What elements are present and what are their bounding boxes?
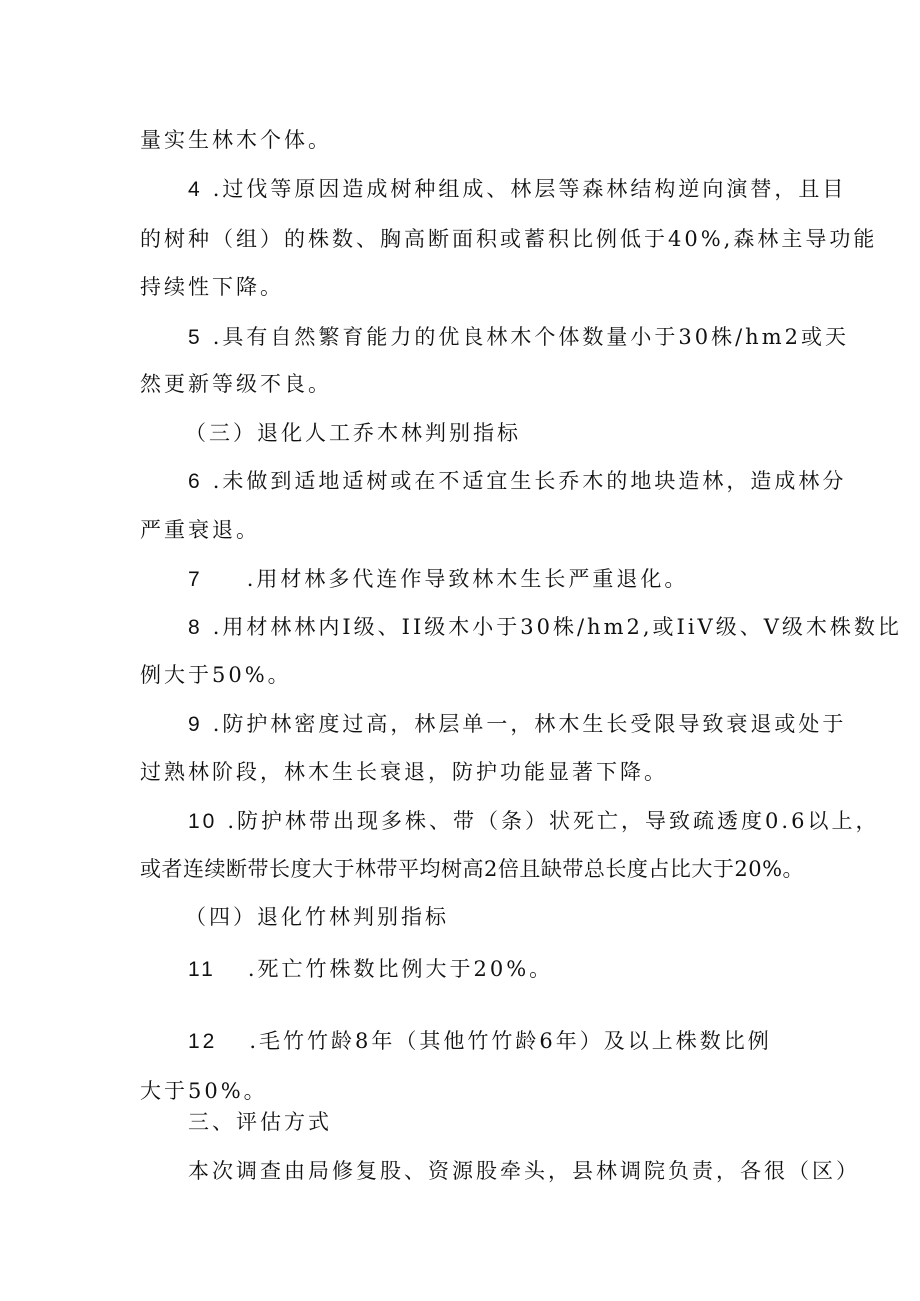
list-item-9: 9 .防护林密度过高，林层单一，林木生长受限导致衰退或处于 xyxy=(188,712,847,736)
text-line: 防护林带出现多株、带（条）状死亡，导致疏透度0.6以上， xyxy=(237,809,880,833)
list-item-11: 11 .死亡竹株数比例大于20%。 xyxy=(188,957,554,981)
item-number: 7 xyxy=(188,568,203,591)
item-number: 5 xyxy=(188,326,203,349)
text-line: 用材林多代连作导致林木生长严重退化。 xyxy=(256,567,689,591)
list-item-8: 8 .用材林林内I级、II级木小于30株/hm2,或IiV级、V级木株数比 xyxy=(188,615,902,639)
list-item-4: 4 .过伐等原因造成树种组成、林层等森林结构逆向演替，且目 xyxy=(188,177,847,201)
text-line: 然更新等级不良。 xyxy=(140,372,332,396)
text-line: 防护林密度过高，林层单一，林木生长受限导致衰退或处于 xyxy=(222,712,847,736)
text-line: 过伐等原因造成树种组成、林层等森林结构逆向演替，且目 xyxy=(222,177,847,201)
item-number: 12 xyxy=(188,1030,218,1053)
text-line: 过熟林阶段，林木生长衰退，防护功能显著下降。 xyxy=(140,760,668,784)
item-number: 6 xyxy=(188,470,203,493)
list-item-7: 7 .用材林多代连作导致林木生长严重退化。 xyxy=(188,567,689,591)
text-line: 持续性下降。 xyxy=(140,275,284,299)
item-number: 8 xyxy=(188,616,203,639)
text-line: 大于50%。 xyxy=(140,1079,268,1103)
list-item-5: 5 .具有自然繁育能力的优良林木个体数量小于30株/hm2或天 xyxy=(188,325,849,349)
text-line: 本次调查由局修复股、资源股牵头，县林调院负责，各很（区） xyxy=(188,1159,860,1183)
item-number: 11 xyxy=(188,958,216,981)
text-line: 的树种（组）的株数、胸高断面积或蓄积比例低于40%,森林主导功能 xyxy=(140,227,878,251)
text-line: 毛竹竹龄8年（其他竹竹龄6年）及以上株数比例 xyxy=(259,1029,772,1053)
section-heading: （三）退化人工乔木林判别指标 xyxy=(185,421,521,445)
text-line: 例大于50%。 xyxy=(140,663,292,687)
text-line: 具有自然繁育能力的优良林木个体数量小于30株/hm2或天 xyxy=(222,325,849,349)
list-item-10: 10 .防护林带出现多株、带（条）状死亡，导致疏透度0.6以上， xyxy=(188,809,880,833)
item-number: 9 xyxy=(188,713,203,736)
item-number: 4 xyxy=(188,178,203,201)
text-line: 严重衰退。 xyxy=(140,518,260,542)
text-line: 或者连续断带长度大于林带平均树高2倍且缺带总长度占比大于20%。 xyxy=(140,857,805,881)
text-line: 死亡竹株数比例大于20%。 xyxy=(257,957,554,981)
text-line: 未做到适地适树或在不适宜生长乔木的地块造林，造成林分 xyxy=(222,469,847,493)
list-item-6: 6 .未做到适地适树或在不适宜生长乔木的地块造林，造成林分 xyxy=(188,469,847,493)
text-line: 用材林林内I级、II级木小于30株/hm2,或IiV级、V级木株数比 xyxy=(222,615,902,639)
list-item-12: 12 .毛竹竹龄8年（其他竹竹龄6年）及以上株数比例 xyxy=(188,1029,772,1053)
item-number: 10 xyxy=(188,810,218,833)
text-line: 量实生林木个体。 xyxy=(140,128,332,152)
section-heading: （四）退化竹林判别指标 xyxy=(185,905,449,929)
section-heading: 三、评估方式 xyxy=(188,1110,332,1134)
